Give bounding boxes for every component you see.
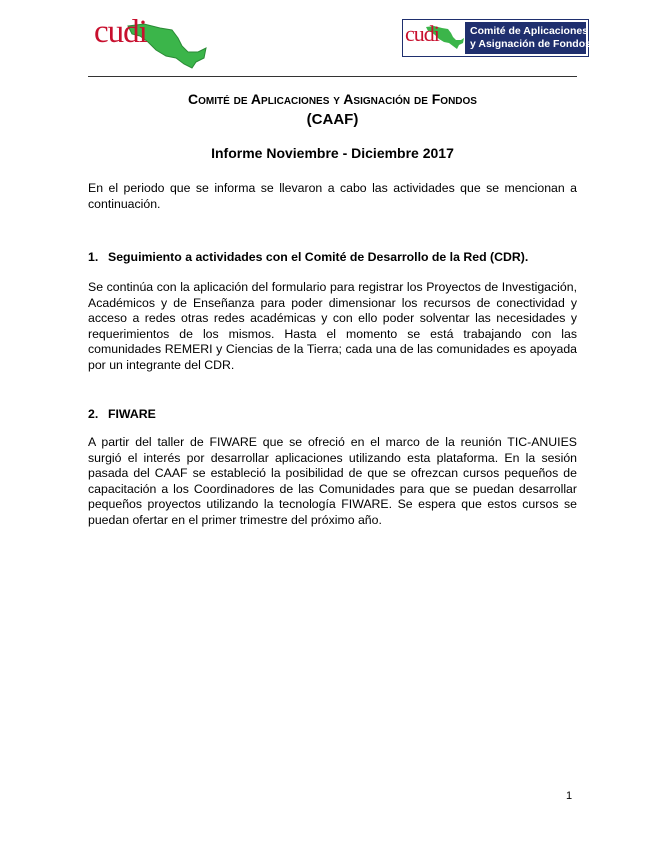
cudi-wordmark-small: cudi	[405, 21, 439, 46]
section-body-2: A partir del taller de FIWARE que se ofreció en el marco de la reunión TIC-ANUIES surgió el interés por desarrollar aplicaciones utilizando esta plataforma. En la sesión pasada del CAAF se estableció la posibilidad de que se ofrezcan cursos pequeños de capacitación a los Coordinadores de las Comunidades para que se puedan desarrollar pequeños proyectos utilizando la tecnología FIWARE. Se espera que estos cursos se puedan ofertar en el primer trimestre del próximo año.	[88, 435, 577, 527]
committee-banner	[465, 22, 591, 54]
document-title: Comité de Aplicaciones y Asignación de Fondos	[188, 91, 477, 107]
caaf-logo-right	[402, 19, 589, 57]
document-title-acronym: (CAAF)	[306, 111, 359, 128]
section-heading-text-2: FIWARE	[108, 407, 156, 421]
cudi-wordmark: cudi	[94, 14, 147, 50]
cudi-logo-left	[88, 8, 208, 70]
section-number-1: 1.	[88, 250, 99, 264]
section-number-2: 2.	[88, 407, 99, 421]
section-heading-2	[88, 407, 577, 421]
section-body-1: Se continúa con la aplicación del formulario para registrar los Proyectos de Investigación, Académicos y de Enseñanza para poder dimensionar los recursos de conectividad y acceso a redes otras redes académicas y con ello poder solventar las necesidades y requerimientos de los mismos. Hasta el momento se está trabajando con las comunidades REMERI y Ciencias de la Tierra; cada una de las comunidades es apoyada por un integrante del CDR.	[88, 280, 577, 372]
page-number: 1	[566, 790, 573, 802]
banner-line-1: Comité de Aplicaciones	[470, 25, 589, 37]
banner-line-2: y Asignación de Fondos	[470, 38, 591, 50]
section-heading-text-1: Seguimiento a actividades con el Comité de Desarrollo de la Red (CDR).	[108, 250, 529, 264]
header-divider	[88, 76, 577, 77]
section-heading-1	[88, 250, 577, 264]
intro-paragraph: En el periodo que se informa se llevaron a cabo las actividades que se mencionan a continuación.	[88, 181, 577, 211]
report-period-subtitle: Informe Noviembre - Diciembre 2017	[211, 145, 454, 161]
